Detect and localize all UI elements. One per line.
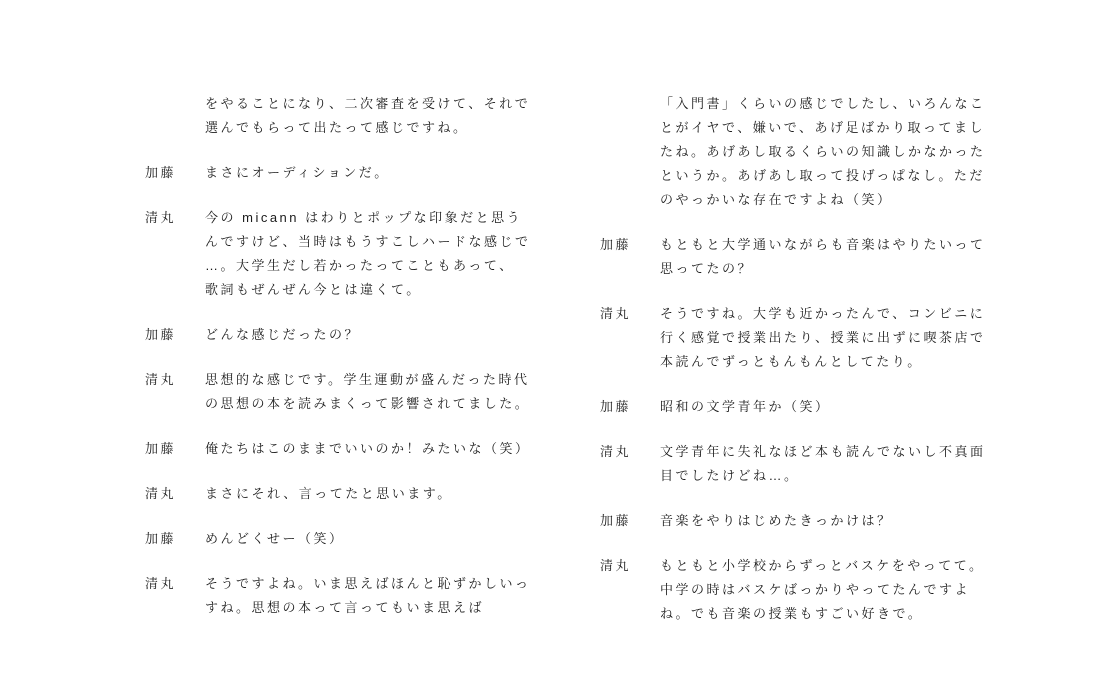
dialogue-entry bbox=[145, 482, 600, 506]
dialogue-line: 文学青年に失礼なほど本も読んでないし不真面 bbox=[660, 444, 986, 459]
speaker-label: 清丸 bbox=[145, 576, 177, 591]
dialogue-line: そうですよね。いま思えばほんと恥ずかしいっ bbox=[205, 576, 531, 591]
transcript-column-right bbox=[600, 92, 1055, 647]
speaker-label: 清丸 bbox=[600, 444, 632, 459]
speaker-label: 清丸 bbox=[600, 306, 632, 321]
dialogue-line: をやることになり、二次審査を受けて、それで bbox=[205, 96, 531, 111]
dialogue-entry bbox=[600, 509, 1055, 533]
dialogue-entry bbox=[600, 554, 1055, 626]
dialogue-line: そうですね。大学も近かったんで、コンビニに bbox=[660, 306, 986, 321]
dialogue-line: もともと大学通いながらも音楽はやりたいって bbox=[660, 237, 986, 252]
dialogue-line: 中学の時はバスケばっかりやってたんですよ bbox=[660, 582, 971, 597]
dialogue-line: すね。思想の本って言ってもいま思えば bbox=[205, 600, 485, 615]
dialogue-text bbox=[660, 554, 1055, 626]
speaker-label: 加藤 bbox=[145, 327, 177, 342]
dialogue-text bbox=[205, 368, 600, 416]
dialogue-line: まさにそれ、言ってたと思います。 bbox=[205, 486, 453, 501]
dialogue-entry bbox=[145, 527, 600, 551]
speaker-label: 清丸 bbox=[145, 210, 177, 225]
dialogue-line: んですけど、当時はもうすこしハードな感じで bbox=[205, 234, 531, 249]
speaker-label: 清丸 bbox=[145, 486, 177, 501]
dialogue-text bbox=[205, 92, 600, 140]
dialogue-line: ね。でも音楽の授業もすごい好きで。 bbox=[660, 606, 924, 621]
speaker-label: 加藤 bbox=[145, 441, 177, 456]
dialogue-line: まさにオーディションだ。 bbox=[205, 165, 390, 180]
speaker-label: 加藤 bbox=[145, 165, 177, 180]
dialogue-text bbox=[660, 509, 1055, 533]
dialogue-line: たね。あげあし取るくらいの知識しかなかった bbox=[660, 144, 986, 159]
dialogue-text bbox=[205, 161, 600, 185]
dialogue-text bbox=[660, 233, 1055, 281]
dialogue-line: …。大学生だし若かったってこともあって、 bbox=[205, 258, 515, 273]
dialogue-text bbox=[660, 92, 1055, 212]
speaker-label: 清丸 bbox=[145, 372, 177, 387]
speaker-label: 加藤 bbox=[600, 513, 632, 528]
dialogue-entry bbox=[145, 161, 600, 185]
dialogue-text bbox=[660, 302, 1055, 374]
dialogue-text bbox=[660, 440, 1055, 488]
dialogue-entry bbox=[145, 323, 600, 347]
dialogue-line: 「入門書」くらいの感じでしたし、いろんなこ bbox=[660, 96, 986, 111]
speaker-label: 清丸 bbox=[600, 558, 632, 573]
dialogue-line: 選んでもらって出たって感じですね。 bbox=[205, 120, 469, 135]
speaker-label: 加藤 bbox=[600, 237, 632, 252]
dialogue-text bbox=[205, 482, 600, 506]
speaker-label: 加藤 bbox=[145, 531, 177, 546]
dialogue-entry bbox=[145, 368, 600, 416]
dialogue-entry bbox=[600, 92, 1055, 212]
dialogue-line: 昭和の文学青年か（笑） bbox=[660, 399, 831, 414]
dialogue-line: というか。あげあし取って投げっぱなし。ただ bbox=[660, 168, 985, 183]
speaker-label: 加藤 bbox=[600, 399, 632, 414]
dialogue-entry bbox=[145, 92, 600, 140]
dialogue-text bbox=[205, 323, 600, 347]
dialogue-entry bbox=[145, 572, 600, 620]
dialogue-line: 今の micann はわりとポップな印象だと思う bbox=[205, 210, 523, 225]
transcript-column-left bbox=[145, 92, 600, 647]
dialogue-line: 思想的な感じです。学生運動が盛んだった時代 bbox=[205, 372, 530, 387]
dialogue-entry bbox=[600, 233, 1055, 281]
dialogue-line: 歌詞もぜんぜん今とは違くて。 bbox=[205, 282, 422, 297]
dialogue-entry bbox=[600, 302, 1055, 374]
dialogue-line: の思想の本を読みまくって影響されてました。 bbox=[205, 396, 531, 411]
dialogue-text bbox=[660, 395, 1055, 419]
dialogue-text bbox=[205, 206, 600, 302]
dialogue-line: のやっかいな存在ですよね（笑） bbox=[660, 192, 893, 207]
dialogue-line: めんどくせー（笑） bbox=[205, 531, 345, 546]
dialogue-line: 行く感覚で授業出たり、授業に出ずに喫茶店で bbox=[660, 330, 986, 345]
dialogue-entry bbox=[145, 437, 600, 461]
dialogue-text bbox=[205, 437, 600, 461]
dialogue-line: どんな感じだったの？ bbox=[205, 327, 361, 342]
dialogue-entry bbox=[145, 206, 600, 302]
dialogue-line: とがイヤで、嫌いで、あげ足ばかり取ってまし bbox=[660, 120, 985, 135]
dialogue-line: 音楽をやりはじめたきっかけは？ bbox=[660, 513, 893, 528]
dialogue-line: 思ってたの？ bbox=[660, 261, 754, 276]
dialogue-entry bbox=[600, 440, 1055, 488]
dialogue-line: 本読んでずっともんもんとしてたり。 bbox=[660, 354, 923, 369]
dialogue-text bbox=[205, 572, 600, 620]
dialogue-line: もともと小学校からずっとバスケをやってて。 bbox=[660, 558, 985, 573]
dialogue-line: 俺たちはこのままでいいのか！みたいな（笑） bbox=[205, 441, 531, 456]
dialogue-line: 目でしたけどね…。 bbox=[660, 468, 800, 483]
dialogue-entry bbox=[600, 395, 1055, 419]
dialogue-text bbox=[205, 527, 600, 551]
